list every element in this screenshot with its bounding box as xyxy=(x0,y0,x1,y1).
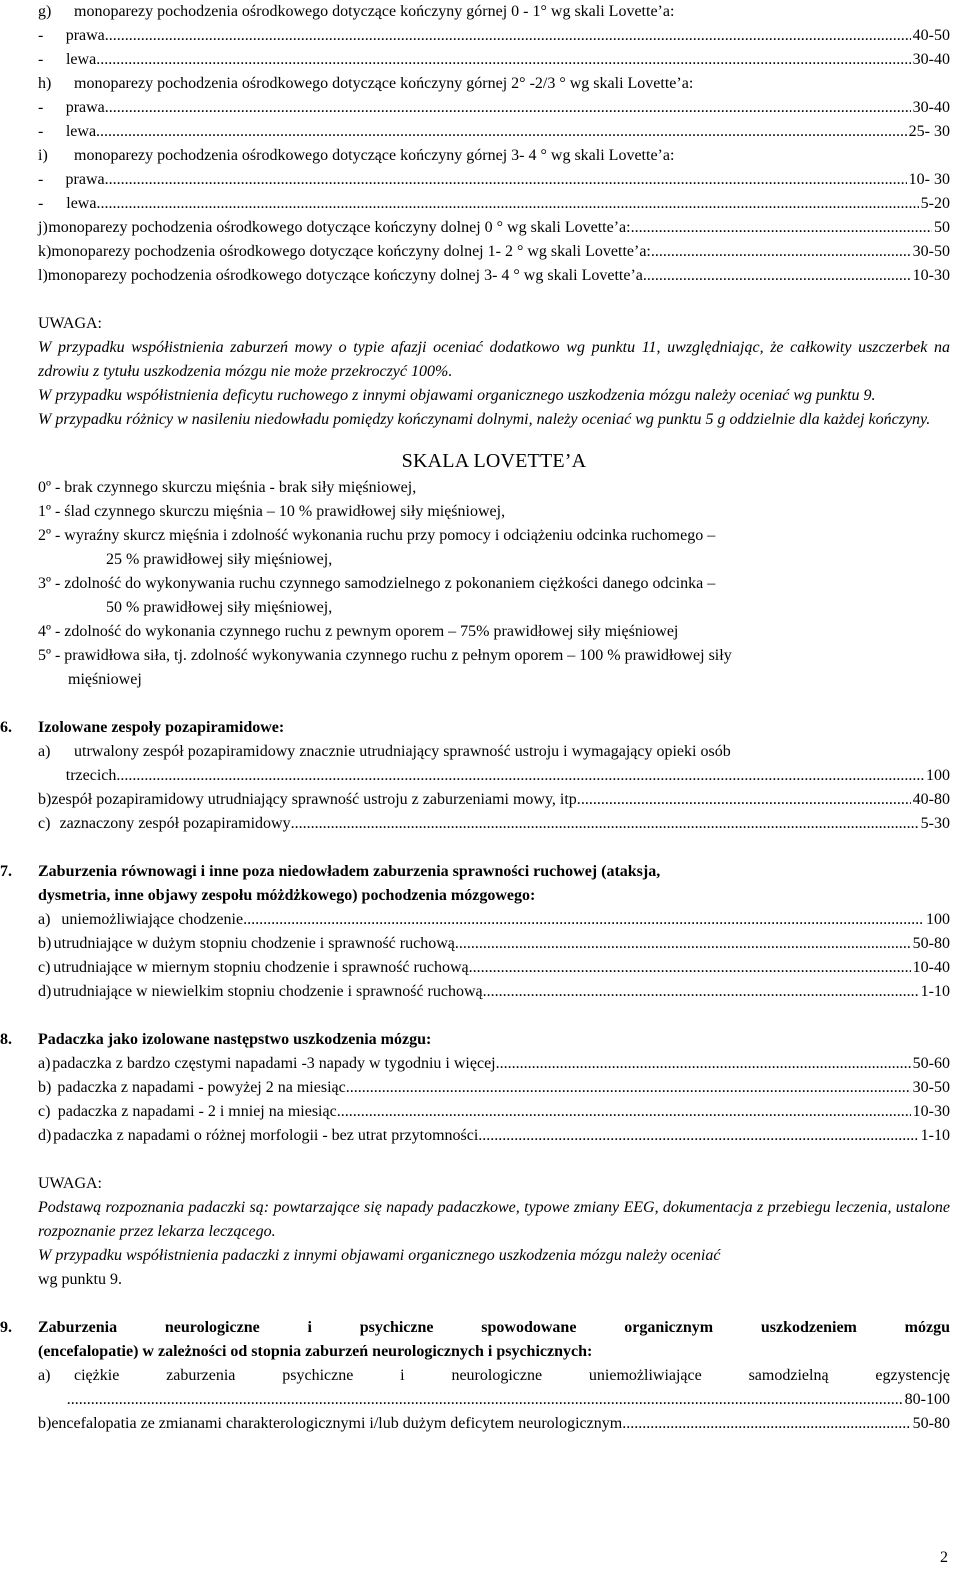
item-h-left: - lewa ..... 25- 30 xyxy=(38,120,950,144)
note-paragraph-cont: wg punktu 9. xyxy=(38,1271,122,1288)
scale-title: SKALA LOVETTE’A xyxy=(401,450,587,472)
item-j xyxy=(38,216,950,240)
item-text: trzecich xyxy=(65,767,117,784)
section-6-c xyxy=(38,812,950,836)
section-title: Zaburzenia równowagi i inne poza niedowładem zaburzenia sprawności ruchowej (ataksja, xyxy=(38,863,661,880)
list-item xyxy=(38,1124,950,1148)
list-item xyxy=(38,1100,950,1124)
score-value: 25- 30 xyxy=(908,123,950,140)
score-value: 5-20 xyxy=(920,195,950,212)
item-label: c) xyxy=(38,1103,51,1120)
scale-level-3-cont: 50 % prawidłowej siły mięśniowej, xyxy=(106,599,333,616)
section-number: 9. xyxy=(0,1319,12,1336)
section-6-heading xyxy=(0,716,950,740)
item-text: uniemożliwiające chodzenie xyxy=(61,911,244,928)
item-label: a) xyxy=(38,1367,51,1384)
note-heading: UWAGA: xyxy=(38,1175,102,1192)
scale-level-4: 4º - zdolność do wykonania czynnego ruchu z pewnym oporem – 75% prawidłowej siły mięśniowej xyxy=(38,623,679,640)
list-item xyxy=(38,956,950,980)
score-value: 10- 30 xyxy=(908,171,950,188)
section-number: 6. xyxy=(0,719,12,736)
note-heading: UWAGA: xyxy=(38,315,102,332)
score-value: 100 xyxy=(926,911,950,928)
section-6-a xyxy=(38,740,950,764)
item-label: b) xyxy=(38,1079,52,1096)
scale-level-1: 1º - ślad czynnego skurczu mięśnia – 10 % prawidłowej siły mięśniowej, xyxy=(38,503,506,520)
section-number: 8. xyxy=(0,1031,12,1048)
list-item xyxy=(38,932,950,956)
sub-label: lewa xyxy=(65,123,97,140)
item-label: b) xyxy=(38,935,52,952)
list-item xyxy=(38,980,950,1004)
item-text: padaczka z napadami o różnej morfologii - bez utrat przytomności xyxy=(53,1127,479,1144)
score-value: 40-80 xyxy=(912,791,950,808)
item-i xyxy=(38,144,950,168)
item-g xyxy=(38,0,950,24)
sub-label: prawa xyxy=(65,171,105,188)
item-l xyxy=(38,264,950,288)
item-g-right: - prawa ..... 40-50 xyxy=(38,24,950,48)
item-label: d) xyxy=(38,983,52,1000)
item-text: monoparezy pochodzenia ośrodkowego dotyczące kończyny dolnej 3- 4 ° wg skali Lovette’a xyxy=(47,267,643,284)
score-value: 100 xyxy=(926,767,950,784)
note-paragraph: W przypadku różnicy w nasileniu niedowładu pomiędzy kończynami dolnymi, należy oceniać wg punktu 5 g oddzielnie dla każdej kończyny. xyxy=(38,411,931,428)
item-label: k) xyxy=(38,243,52,260)
scale-level-5-cont: mięśniowej xyxy=(68,671,142,688)
section-title: Zaburzenia neurologiczne i psychiczne spowodowane organicznym uszkodzeniem mózgu xyxy=(38,1319,950,1336)
item-label: a) xyxy=(38,1055,51,1072)
item-label: g) xyxy=(38,3,52,20)
note-paragraph: W przypadku współistnienia zaburzeń mowy o typie afazji oceniać dodatkowo wg punktu 11, uwzględniając, że całkowity uszczerbek na zdrowiu z tytułu uszkodzenia mózgu nie może przekroczyć 100%. xyxy=(38,339,950,380)
score-value: 30-50 xyxy=(912,243,950,260)
item-text: utrudniające w miernym stopniu chodzenie i sprawność ruchową xyxy=(53,959,469,976)
sub-label: lewa xyxy=(66,195,97,212)
item-k xyxy=(38,240,950,264)
section-number: 7. xyxy=(0,863,12,880)
item-text: padaczka z bardzo częstymi napadami -3 napady w tygodniu i więcej xyxy=(52,1055,496,1072)
item-label: c) xyxy=(38,815,51,832)
item-label: j) xyxy=(38,219,48,236)
item-i-left: - lewa ..... 5-20 xyxy=(38,192,950,216)
section-6-b xyxy=(38,788,950,812)
item-text: monoparezy pochodzenia ośrodkowego dotyczące kończyny górnej 2° -2/3 ° wg skali Lovette’a: xyxy=(74,75,694,92)
score-value: 50-80 xyxy=(912,1415,950,1432)
note-paragraph: Podstawą rozpoznania padaczki są: powtarzające się napady padaczkowe, typowe zmiany EEG, dokumentacja z przebiegu leczenia, ustalone rozpoznanie przez lekarza leczącego. xyxy=(38,1199,950,1240)
scale-level-2-cont: 25 % prawidłowej siły mięśniowej, xyxy=(106,551,333,568)
item-label: a) xyxy=(38,911,51,928)
list-item xyxy=(38,1076,950,1100)
item-label: b) xyxy=(38,791,52,808)
section-9-a-cont xyxy=(38,1388,950,1412)
section-8-heading xyxy=(0,1028,950,1052)
page-number: 2 xyxy=(940,1549,948,1566)
item-text: ciężkie zaburzenia psychiczne i neurologiczne uniemożliwiające samodzielną egzystencję xyxy=(74,1367,950,1384)
score-value: 10-40 xyxy=(912,959,950,976)
item-i-right: - prawa ..... 10- 30 xyxy=(38,168,950,192)
section-6-a-cont xyxy=(38,764,950,788)
section-title: Padaczka jako izolowane następstwo uszkodzenia mózgu: xyxy=(38,1031,432,1048)
score-value: 1-10 xyxy=(920,983,950,1000)
item-text: monoparezy pochodzenia ośrodkowego dotyczące kończyny dolnej 1- 2 ° wg skali Lovette’a: xyxy=(51,243,651,260)
section-7-heading-cont: dysmetria, inne objawy zespołu móżdżkowego) pochodzenia mózgowego: xyxy=(38,887,536,904)
section-title: Izolowane zespoły pozapiramidowe: xyxy=(38,719,285,736)
score-value: 80-100 xyxy=(904,1391,950,1408)
score-value: 50-60 xyxy=(912,1055,950,1072)
item-label: a) xyxy=(38,743,51,760)
score-value: 10-30 xyxy=(912,267,950,284)
item-text: zespół pozapiramidowy utrudniający sprawność ustroju z zaburzeniami mowy, itp. xyxy=(51,791,581,808)
item-h xyxy=(38,72,950,96)
section-9-heading xyxy=(0,1316,950,1340)
score-value: 50 xyxy=(934,219,950,236)
scale-level-0: 0º - brak czynnego skurczu mięśnia - brak siły mięśniowej, xyxy=(38,479,417,496)
item-label: h) xyxy=(38,75,52,92)
score-value: 40-50 xyxy=(912,27,950,44)
item-text: utrwalony zespół pozapiramidowy znacznie utrudniający sprawność ustroju i wymagający opieki osób xyxy=(74,743,731,760)
section-9-b xyxy=(38,1412,950,1436)
list-item xyxy=(38,1052,950,1076)
section-7-heading xyxy=(0,860,950,884)
item-text: utrudniające w dużym stopniu chodzenie i sprawność ruchową xyxy=(53,935,455,952)
note-paragraph: W przypadku współistnienia padaczki z innymi objawami organicznego uszkodzenia mózgu należy oceniać xyxy=(38,1247,721,1264)
list-item xyxy=(38,908,950,932)
note-paragraph: W przypadku współistnienia deficytu ruchowego z innymi objawami organicznego uszkodzenia mózgu należy oceniać wg punktu 9. xyxy=(38,387,876,404)
scale-level-5: 5º - prawidłowa siła, tj. zdolność wykonywania czynnego ruchu z pełnym oporem – 100 % prawidłowej siły xyxy=(38,647,732,664)
score-value: 10-30 xyxy=(912,1103,950,1120)
item-text: zaznaczony zespół pozapiramidowy xyxy=(59,815,291,832)
item-label: l) xyxy=(38,267,48,284)
item-text: monoparezy pochodzenia ośrodkowego dotyczące kończyny górnej 0 - 1° wg skali Lovette’a: xyxy=(74,3,675,20)
score-value: 1-10 xyxy=(920,1127,950,1144)
item-h-right: - prawa ..... 30-40 xyxy=(38,96,950,120)
item-text: encefalopatia ze zmianami charakterologicznymi i/lub dużym deficytem neurologicznym xyxy=(51,1415,623,1432)
section-9-heading-cont: (encefalopatie) w zależności od stopnia zaburzeń neurologicznych i psychicznych: xyxy=(38,1343,593,1360)
item-text: padaczka z napadami - powyżej 2 na miesiąc xyxy=(57,1079,346,1096)
item-g-left: - lewa ..... 30-40 xyxy=(38,48,950,72)
score-value: 5-30 xyxy=(920,815,950,832)
score-value: 30-40 xyxy=(912,99,950,116)
item-label: b) xyxy=(38,1415,52,1432)
score-value: 50-80 xyxy=(912,935,950,952)
item-text: padaczka z napadami - 2 i mniej na miesiąc xyxy=(57,1103,337,1120)
item-label: d) xyxy=(38,1127,52,1144)
score-value: 30-50 xyxy=(912,1079,950,1096)
item-text: monoparezy pochodzenia ośrodkowego dotyczące kończyny górnej 3- 4 ° wg skali Lovette’a: xyxy=(74,147,675,164)
sub-label: prawa xyxy=(65,99,105,116)
scale-level-3: 3º - zdolność do wykonywania ruchu czynnego samodzielnego z pokonaniem ciężkości danego odcinka – xyxy=(38,575,716,592)
sub-label: lewa xyxy=(65,51,97,68)
sub-label: prawa xyxy=(65,27,105,44)
item-text: utrudniające w niewielkim stopniu chodzenie i sprawność ruchową xyxy=(52,983,483,1000)
item-label: c) xyxy=(38,959,51,976)
score-value: 30-40 xyxy=(912,51,950,68)
scale-level-2: 2º - wyraźny skurcz mięśnia i zdolność wykonania ruchu przy pomocy i odciążeniu odcinka ruchomego – xyxy=(38,527,716,544)
item-text: monoparezy pochodzenia ośrodkowego dotyczące kończyny dolnej 0 ° wg skali Lovette’a: xyxy=(48,219,631,236)
item-label: i) xyxy=(38,147,48,164)
section-9-a xyxy=(38,1364,950,1388)
